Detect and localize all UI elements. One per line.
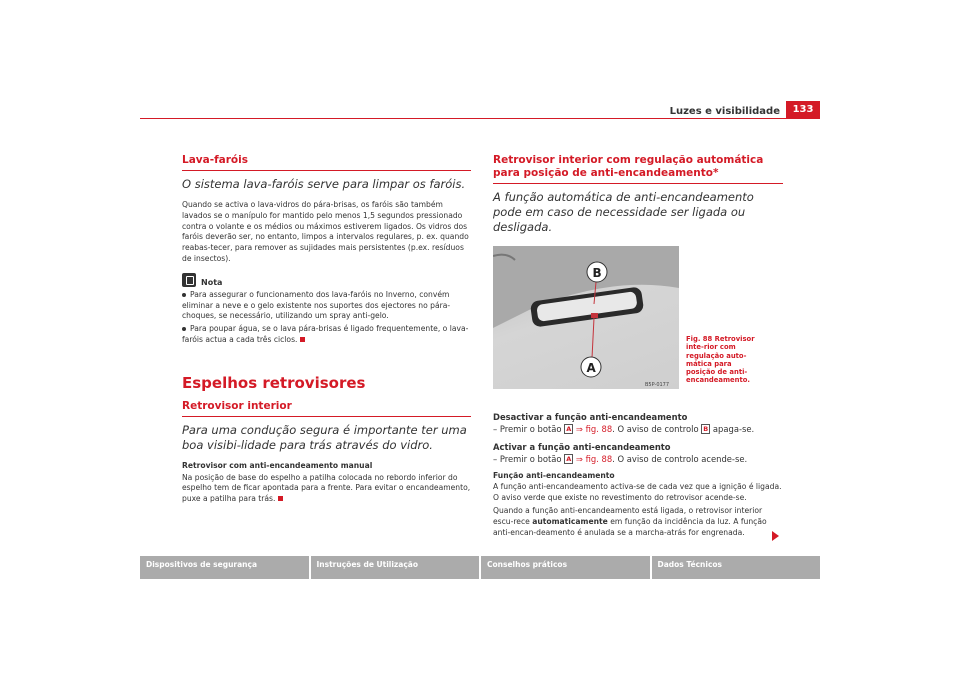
left-column (182, 154, 471, 505)
footer-nav (140, 556, 820, 579)
deactivate-step-pre: – Premir o botão (493, 424, 562, 434)
mirror-figure (493, 246, 679, 389)
figure-label-b: B (592, 266, 602, 280)
manual-body (182, 473, 471, 505)
nota-bullet (182, 290, 471, 322)
activate-step-post: . O aviso de controlo acende-se. (612, 454, 748, 464)
deactivate-step-post: apaga-se. (712, 424, 755, 434)
espelhos-heading: Espelhos retrovisores (182, 373, 366, 392)
activate-heading: Activar a função anti-encandeamento (493, 442, 671, 452)
deactivate-step (493, 423, 783, 435)
funcao-p2 (493, 506, 783, 538)
button-a-key: A (566, 425, 572, 433)
bullet-icon (182, 327, 186, 331)
page-number: 133 (786, 101, 820, 119)
mirror-illustration (493, 246, 679, 389)
deactivate-step-mid: . O aviso de controlo (612, 424, 699, 434)
funcao-p2-post: em função da incidência da luz. A função anti-encan-deamento é anulada se a marcha-atrás for engrenada. (493, 517, 767, 537)
figure-label-a: A (586, 361, 596, 375)
note-icon (182, 273, 196, 287)
next-page-arrow-icon[interactable] (772, 531, 779, 541)
footer-tab-dispositivos[interactable]: Dispositivos de segurança (140, 556, 309, 579)
header-rule (140, 118, 820, 119)
section-title: Luzes e visibilidade (669, 106, 780, 117)
nota-header (182, 273, 471, 287)
footer-tab-conselhos[interactable]: Conselhos práticos (481, 556, 650, 579)
nota-bullet-text: Para assegurar o funcionamento dos lava-faróis no Inverno, convém eliminar a neve e o gelo existente nos suportes dos ejectores no pára-choques, se necessário, utilizando um spray anti-gelo. (182, 289, 451, 321)
manual-heading: Retrovisor com anti-encandeamento manual (182, 460, 373, 470)
nota-label: Nota (201, 277, 223, 287)
activate-step (493, 453, 783, 465)
activate-step-pre: – Premir o botão (493, 454, 562, 464)
button-a-key: A (566, 455, 572, 463)
funcao-heading: Função anti-encandeamento (493, 471, 615, 480)
funcao-p1: A função anti-encandeamento activa-se de cada vez que a ignição é ligada. O aviso verde que existe no revestimento do retrovisor acende-se. (493, 481, 782, 502)
nota-bullet (182, 324, 471, 346)
fig-88-link[interactable]: ⇒ fig. 88 (575, 454, 613, 464)
footer-tab-instrucoes[interactable]: Instruções de Utilização (311, 556, 480, 579)
funcao-p2-bold: automaticamente (532, 517, 608, 527)
indicator-b-key: B (703, 425, 709, 433)
retrovisor-interior-heading: Retrovisor interior (182, 400, 471, 417)
end-of-section-icon (278, 496, 283, 501)
steps (493, 411, 783, 465)
figure-caption: Fig. 88 Retrovisor inte-rior com regulação auto-mática para posição de anti-encandeamento. (686, 335, 755, 385)
lava-farois-body: Quando se activa o lava-vidros do pára-brisas, os faróis são também lavados se o manípulo for mantido pelo menos 1,5 segundos pressionado contra o volante e os médios ou máximos estiverem ligados. Os vidros dos faróis deverão ser, no entanto, limpos a intervalos regulares, p. ex. quando reabas-tecer, para remover as sujidades mais persistentes (p.ex. resíduos de insectos). (182, 200, 469, 263)
footer-tab-dados[interactable]: Dados Técnicos (652, 556, 821, 579)
retrovisor-interior-intro: Para uma condução segura é importante ter uma boa visibi-lidade para trás através do vidro. (182, 422, 467, 452)
lava-farois-intro: O sistema lava-faróis serve para limpar os faróis. (182, 177, 466, 191)
figure-code: B5P-0177 (645, 382, 670, 388)
auto-mirror-intro: A função automática de anti-encandeamento pode em caso de necessidade ser ligada ou desligada. (493, 190, 754, 234)
lava-farois-heading: Lava-faróis (182, 154, 471, 171)
manual-body-text: Na posição de base do espelho a patilha colocada no rebordo inferior do espelho tem de ficar apontada para a frente. Para evitar o encandeamento, puxe a patilha para trás. (182, 472, 471, 504)
nota-bullet-text: Para poupar água, se o lava pára-brisas é ligado frequentemente, o lava-faróis actua a cada três ciclos. (182, 324, 469, 344)
auto-mirror-heading: Retrovisor interior com regulação automática para posição de anti-encandeamento* (493, 154, 783, 184)
fig-88-link[interactable]: ⇒ fig. 88 (575, 424, 613, 434)
funcao-p2-pre: Quando a função anti-encandeamento está ligada, o retrovisor interior escu-rece (493, 506, 763, 527)
bullet-icon (182, 293, 186, 297)
end-of-section-icon (300, 337, 305, 342)
deactivate-heading: Desactivar a função anti-encandeamento (493, 412, 688, 422)
